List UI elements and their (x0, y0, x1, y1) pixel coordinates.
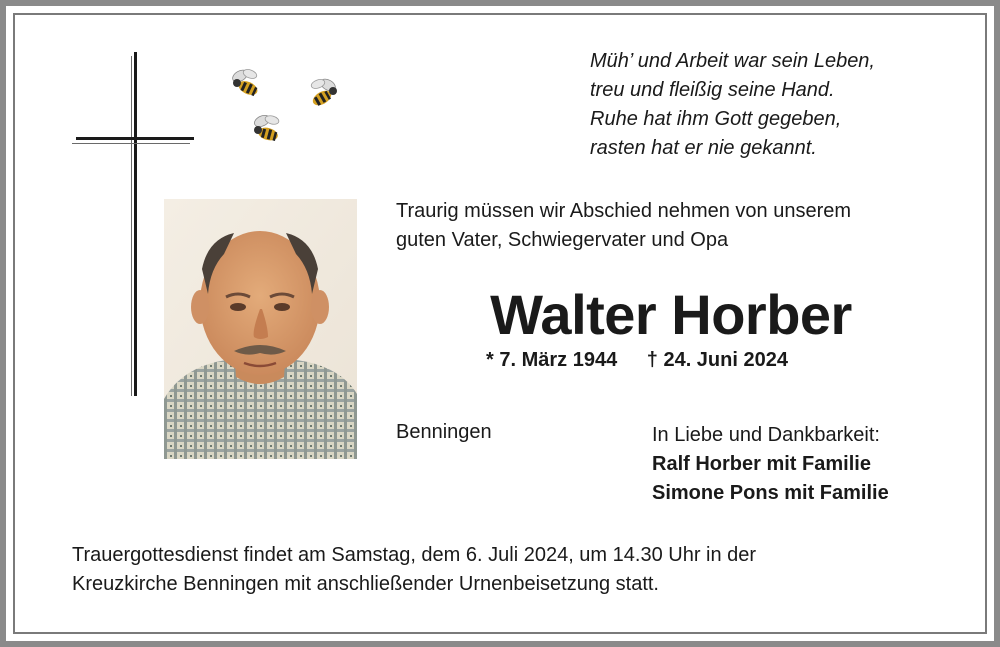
service-line: Trauergottesdienst findet am Samstag, dem 6. Juli 2024, um 14.30 Uhr in der (72, 544, 757, 566)
bee-icon (302, 76, 342, 112)
intro-line: Traurig müssen wir Abschied nehmen von unserem (396, 200, 852, 222)
cross-icon-bar (76, 137, 194, 140)
mourner-name: Ralf Horber mit Familie (652, 453, 871, 475)
intro-text (396, 197, 956, 255)
service-line: Kreuzkirche Benningen mit anschließender Urnenbeisetzung statt. (72, 573, 659, 595)
poem (590, 47, 950, 163)
deceased-name: Walter Horber (490, 283, 852, 346)
bee-icon (228, 66, 268, 102)
service-info (72, 541, 932, 599)
poem-line: Ruhe hat ihm Gott gegeben, (590, 108, 842, 130)
cross-icon-shadow-horizontal (72, 143, 190, 144)
bee-icon (248, 112, 288, 148)
mourners-heading: In Liebe und Dankbarkeit: (652, 424, 880, 446)
place-name: Benningen (396, 421, 492, 443)
intro-line: guten Vater, Schwiegervater und Opa (396, 229, 729, 251)
cross-icon (134, 52, 137, 396)
mourners-block (652, 421, 889, 508)
obituary-card (6, 6, 994, 641)
life-dates (486, 349, 788, 372)
poem-line: rasten hat er nie gekannt. (590, 137, 817, 159)
mourner-name: Simone Pons mit Familie (652, 482, 889, 504)
poem-line: treu und fleißig seine Hand. (590, 79, 835, 101)
cross-icon-shadow-vertical (131, 56, 132, 396)
portrait-photo (164, 199, 357, 459)
poem-line: Müh’ und Arbeit war sein Leben, (590, 50, 875, 72)
birth-date: * 7. März 1944 (486, 349, 618, 371)
death-date: † 24. Juni 2024 (646, 349, 788, 371)
